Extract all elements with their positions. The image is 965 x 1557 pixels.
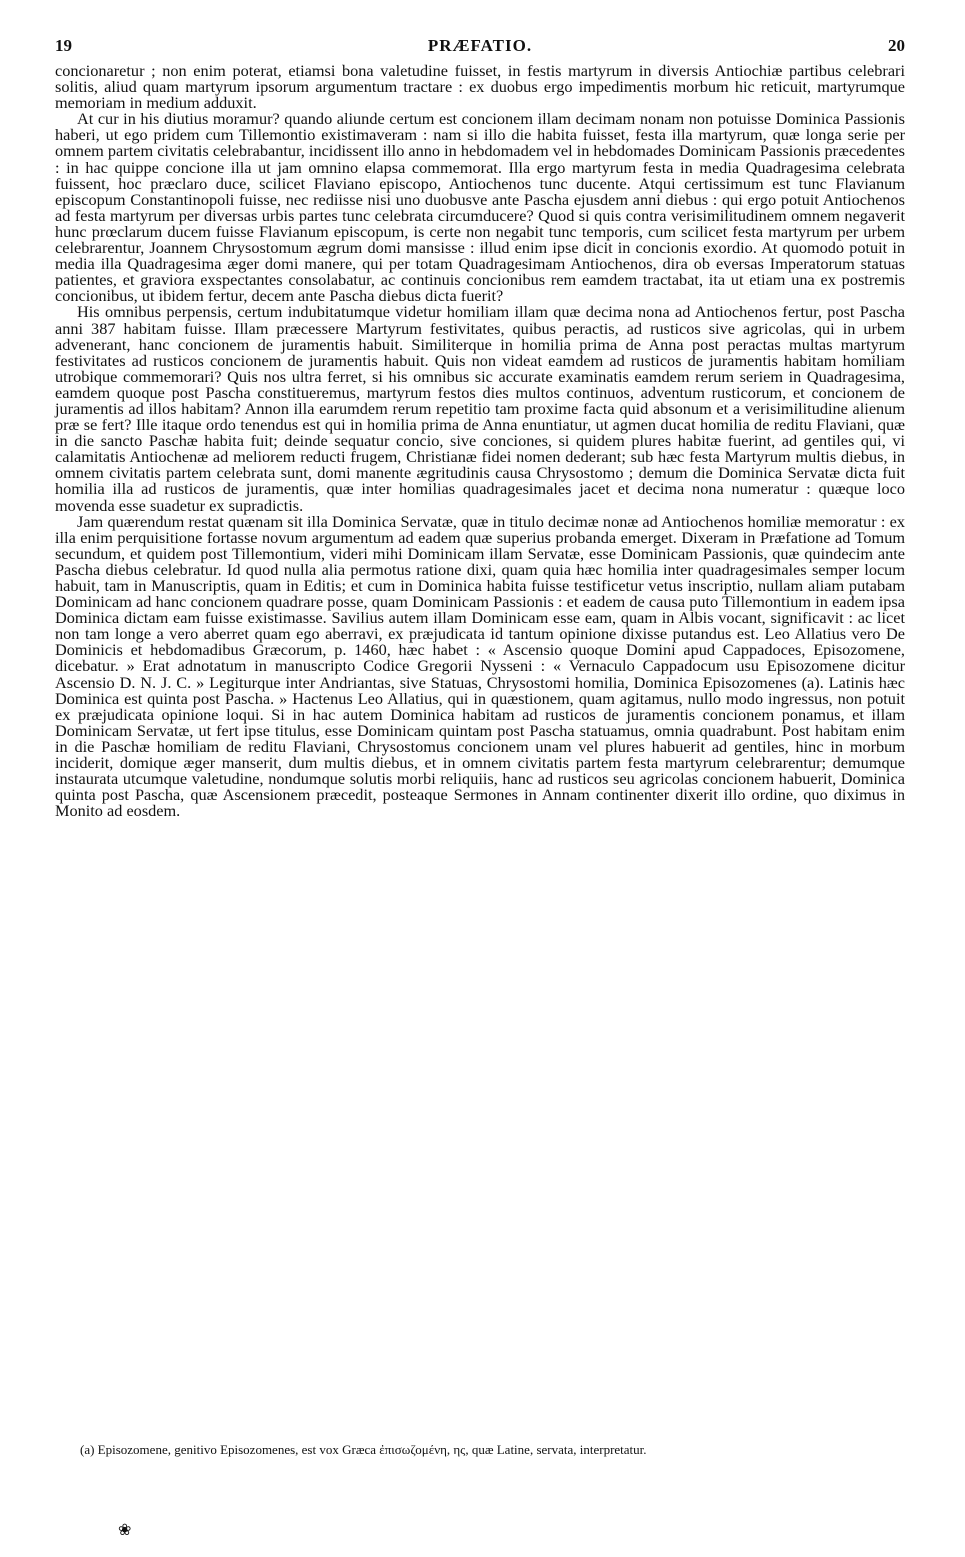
body-text <box>55 63 905 819</box>
paragraph: His omnibus perpensis, certum indubitatumque videtur homiliam illam quæ decima nona ad Antiochenos fertur, post Pascha anni 387 habitam fuisse. Illam præcessere Martyrum festivitates, quibus peractis, ad rusticos sive agricolas, qui in urbem advenerant, hanc concionem de juramentis habuit. Similiterque in homilia prima de Anna post peractas multas martyrum festivitates ad rusticos concionem de juramentis habuit. Quis non videat eamdem ad rusticos de juramentis habitam homiliam utrobique commemorari? Quis nos ultra ferret, si his omnibus sic accurate examinatis eamdem rerum seriem in Quadragesima, eamdem quoque post Pascha constitueremus, martyrum festos dies multos continuos, adventum rusticorum, et concionem de juramentis ad illos habitam? Annon illa earumdem rerum repetitio tam proxime facta quid absonum et a verisimilitudine alienum præ se fert? Ille itaque ordo tenendus est qui in homilia prima de Anna enuntiatur, ut agmen ducat homilia de reditu Flaviani, quæ in die sancto Paschæ habita fuit; deinde sequatur concio, sive conciones, si quidem plures habitæ fuerint, ad gentiles qui, vi calamitatis Antiochenæ ad meliorem reducti frugem, Christianæ fidei nomen dederant; sub hæc festa Martyrum multis diebus, in omnem civitatis partem celebrata sunt, domi manente ægritudinis causa Chrysostomo ; demum die Dominica Servatæ dicta fuit homilia illa ad rusticos de juramentis, quæ inter homilias quadragesimales jacet et decima nona numeratur : quæque loco movenda esse suadetur ex supradictis. <box>55 302 905 515</box>
paragraph: Jam quærendum restat quænam sit illa Dominica Servatæ, quæ in titulo decimæ nonæ ad Antiochenos homiliæ memoratur : ex illa enim perquisitione fortasse novum argumentum ad eadem quæ superius probanda emerget. Dixeram in Præfatione ad Tomum secundum, et quidem post Tillemontium, videri mihi Dominicam illam Servatæ, esse Dominicam Passionis, quæ quindecim ante Pascha diebus celebratur. Id quod nulla alia permotus ratione dixi, quam quia hæc homilia inter quadragesimales semper locum habuit, tam in Manuscriptis, quam in Editis; et cum in Dominica habita fuisse testificetur vetus inscriptio, nullam aliam putabam Dominicam ad hanc concionem quadrare posse, quam Dominicam Passionis : et eadem de causa puto Tillemontium in eadem ipsa Dominica dictam eam fuisse existimasse. Savilius autem illam Dominicam esse eam, quam in Albis vocant, significavit : ac licet non tam longe a vero aberret quam ego aberravi, ex præjudicata id tantum opinione dixisse putandus est. Leo Allatius vero De Dominicis et hebdomadibus Græcorum, p. 1460, hæc habet : « Ascensio quoque Domini apud Cappadoces, Episozomene, dicebatur. » Erat adnotatum in manuscripto Codice Gregorii Nysseni : « Vernaculo Cappadocum usu Episozomene dicitur Ascensio D. N. J. C. » Legiturque inter Andriantas, sive Statuas, Chrysostomi homilia, Dominica Episozomenes (a). Latinis hæc Dominica est quinta post Pascha. » Hactenus Leo Allatius, qui in quæstionem, quam agitamus, nullo modo ingressus, non potuit ex præjudicata opinione loqui. Si in hac autem Dominica habitam ad rusticos de juramentis concionem ponamus, et illam Dominicam Servatæ, ut fert ipse titulus, esse Dominicam quintam post Pascha statuamus, omnia quadrabunt. Post habitam enim in die Paschæ homiliam de reditu Flaviani, Chrysostomus concionem unam vel plures habuerit ad gentiles, hinc in morbum inciderit, domique æger manserit, dum multis diebus, et in omnem civitatis partem festa martyrum celebrarentur; demumque instaurata utcumque valetudine, nondumque solutis morbi reliquiis, hanc ad rusticos seu agricolas concionem habuerit, Dominica quinta post Pascha, quæ Ascensionem præcedit, posteaque Sermones in Annam continenter dixerit illo ordine, quo diximus in Monito ad eosdem. <box>55 511 905 821</box>
page-number-right: 20 <box>888 36 905 55</box>
footnote: (a) Episozomene, genitivo Episozomenes, est vox Græca ἐπισωζομένη, ης, quæ Latine, servata, interpretatur. <box>80 1442 647 1457</box>
running-title: PRÆFATIO. <box>427 36 533 55</box>
printer-ornament: ❀ <box>118 1522 132 1539</box>
running-header <box>55 36 905 62</box>
paragraph-continuation: concionaretur ; non enim poterat, etiamsi bona valetudine fuisset, in festis martyrum in diversis Antiochiæ partibus celebrari solitis, aliud quam martyrum ipsorum argumentum tractare : ex duobus ergo impedimentis morbum hic reticuit, martyrumque memoriam in medium adduxit. <box>55 61 905 113</box>
paragraph: At cur in his diutius moramur? quando aliunde certum est concionem illam decimam nonam non potuisse Dominica Passionis haberi, ut ego pridem cum Tillemontio existimaveram : nam si illo die habita fuisset, festa illa martyrum, quæ longa serie per omnem partem civitatis celebrabantur, incidissent illo anno in hebdomadem vel in hebdomades Dominicam Passionis præcedentes : in hac quippe concione illa ut jam omnino elapsa commemorat. Illa ergo martyrum festa in media Quadragesima celebrata fuissent, hoc præclaro duce, scilicet Flaviano episcopo, Antiochenos tunc ducente. Atqui certissimum est tunc Flavianum episcopum Constantinopoli fuisse, nec rediisse nisi uno duobusve ante Pascha ejusdem anni diebus : qui ergo potuit Antiochenos ad festa martyrum per diversas urbis partes tunc celebrata circumducere? Quod si quis contra verisimilitudinem omnem negaverit hunc prœclarum ducem fuisse Flavianum episcopum, is certe non negabit tunc temporis, cum scilicet festa martyrum per urbem celebrarentur, Joannem Chrysostomum ægrum domi mansisse : illud enim ipse dicit in concionis exordio. At quomodo potuit in media illa Quadragesima æger domi manere, qui per totam Quadragesimam Antiochenos, dira ob eversas Imperatorum statuas patientes, et graviora exspectantes consolabatur, ac continuis concionibus rem eamdem tractabat, ita ut etiam una ex postremis concionibus, ut ibidem fertur, decem ante Pascha diebus dicta fuerit? <box>55 109 905 306</box>
page-number-left: 19 <box>55 36 72 55</box>
